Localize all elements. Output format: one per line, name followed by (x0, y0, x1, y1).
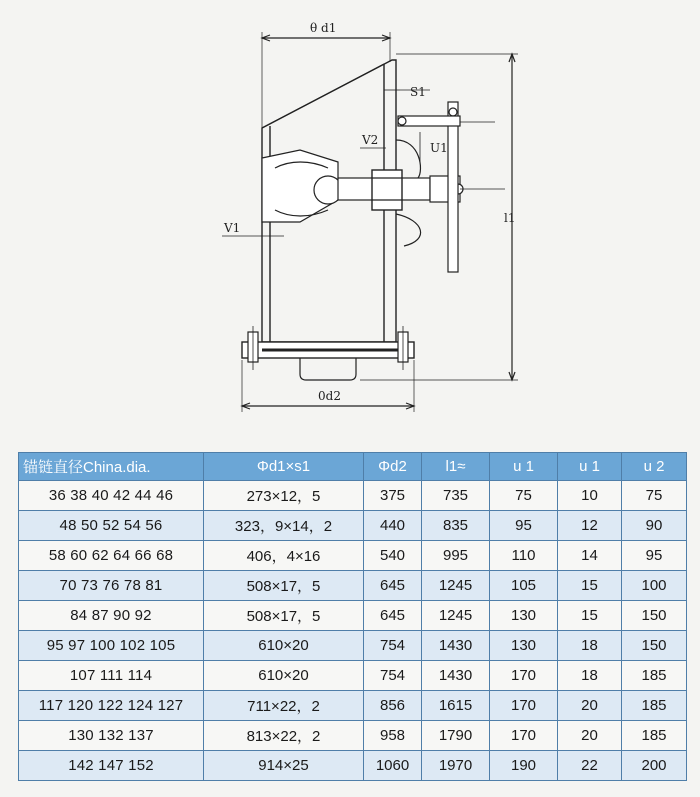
table-cell: 170 (490, 661, 558, 691)
table-cell: 15 (558, 571, 622, 601)
table-cell: 323，9×14，2 (204, 511, 364, 541)
table-row (19, 571, 687, 601)
table-cell: 1790 (422, 721, 490, 751)
table-cell: 406，4×16 (204, 541, 364, 571)
table-cell: 508×17，5 (204, 571, 364, 601)
table-cell: 10 (558, 481, 622, 511)
table-cell: 95 (622, 541, 687, 571)
table-row (19, 541, 687, 571)
table-row (19, 601, 687, 631)
header-chain-dia: 锚链直径China.dia. (19, 453, 204, 481)
table-row (19, 481, 687, 511)
table-cell: 645 (364, 571, 422, 601)
table-cell: 130 (490, 631, 558, 661)
table-cell: 95 97 100 102 105 (19, 631, 204, 661)
table-cell: 273×12，5 (204, 481, 364, 511)
table-cell: 170 (490, 691, 558, 721)
table-cell: 754 (364, 661, 422, 691)
table-cell: 190 (490, 751, 558, 781)
table-cell: 375 (364, 481, 422, 511)
table-cell: 84 87 90 92 (19, 601, 204, 631)
table-cell: 735 (422, 481, 490, 511)
table-cell: 20 (558, 691, 622, 721)
table-cell: 856 (364, 691, 422, 721)
table-row (19, 691, 687, 721)
table-cell: 958 (364, 721, 422, 751)
table-cell: 754 (364, 631, 422, 661)
table-header-row (19, 453, 687, 481)
table-cell: 170 (490, 721, 558, 751)
table-cell: 58 60 62 64 66 68 (19, 541, 204, 571)
table-cell: 100 (622, 571, 687, 601)
table-cell: 142 147 152 (19, 751, 204, 781)
table-cell: 36 38 40 42 44 46 (19, 481, 204, 511)
header-l1: l1≈ (422, 453, 490, 481)
header-d2: Φd2 (364, 453, 422, 481)
label-d1: θ d1 (310, 21, 337, 35)
table-cell: 610×20 (204, 661, 364, 691)
table-cell: 48 50 52 54 56 (19, 511, 204, 541)
table-cell: 1970 (422, 751, 490, 781)
table-cell: 540 (364, 541, 422, 571)
label-v1: V1 (224, 221, 241, 235)
table-cell: 1430 (422, 631, 490, 661)
table-cell: 185 (622, 661, 687, 691)
table-cell: 645 (364, 601, 422, 631)
table-cell: 12 (558, 511, 622, 541)
table-cell: 95 (490, 511, 558, 541)
table-row (19, 661, 687, 691)
table-cell: 813×22，2 (204, 721, 364, 751)
table-cell: 835 (422, 511, 490, 541)
table-cell: 110 (490, 541, 558, 571)
table-cell: 508×17，5 (204, 601, 364, 631)
table-cell: 150 (622, 631, 687, 661)
table-row (19, 631, 687, 661)
table-cell: 1615 (422, 691, 490, 721)
table-cell: 1245 (422, 571, 490, 601)
table-row (19, 511, 687, 541)
label-d2: 0d2 (318, 389, 341, 403)
table-cell: 107 111 114 (19, 661, 204, 691)
table-cell: 610×20 (204, 631, 364, 661)
table-cell: 90 (622, 511, 687, 541)
table-cell: 130 (490, 601, 558, 631)
header-u1-b: u 1 (558, 453, 622, 481)
table-row (19, 721, 687, 751)
label-v2: V2 (362, 133, 379, 147)
table-cell: 75 (622, 481, 687, 511)
label-s1: S1 (410, 85, 426, 99)
header-d1-s1: Φd1×s1 (204, 453, 364, 481)
table-body (19, 481, 687, 781)
table-cell: 22 (558, 751, 622, 781)
table-cell: 15 (558, 601, 622, 631)
table-cell: 70 73 76 78 81 (19, 571, 204, 601)
header-u1: u 1 (490, 453, 558, 481)
table-cell: 20 (558, 721, 622, 751)
label-l1: l1 (504, 211, 516, 225)
table-cell: 185 (622, 691, 687, 721)
table-cell: 130 132 137 (19, 721, 204, 751)
table-cell: 1430 (422, 661, 490, 691)
table-cell: 150 (622, 601, 687, 631)
table-cell: 18 (558, 661, 622, 691)
label-u1: U1 (430, 141, 448, 155)
header-u2: u 2 (622, 453, 687, 481)
table-cell: 1245 (422, 601, 490, 631)
spec-table (18, 452, 687, 781)
table-cell: 75 (490, 481, 558, 511)
table-cell: 105 (490, 571, 558, 601)
table-row (19, 751, 687, 781)
table-cell: 440 (364, 511, 422, 541)
table-cell: 711×22，2 (204, 691, 364, 721)
table-cell: 995 (422, 541, 490, 571)
table-cell: 1060 (364, 751, 422, 781)
table-cell: 185 (622, 721, 687, 751)
table-cell: 914×25 (204, 751, 364, 781)
table-cell: 18 (558, 631, 622, 661)
table-cell: 14 (558, 541, 622, 571)
table-cell: 200 (622, 751, 687, 781)
table-cell: 117 120 122 124 127 (19, 691, 204, 721)
